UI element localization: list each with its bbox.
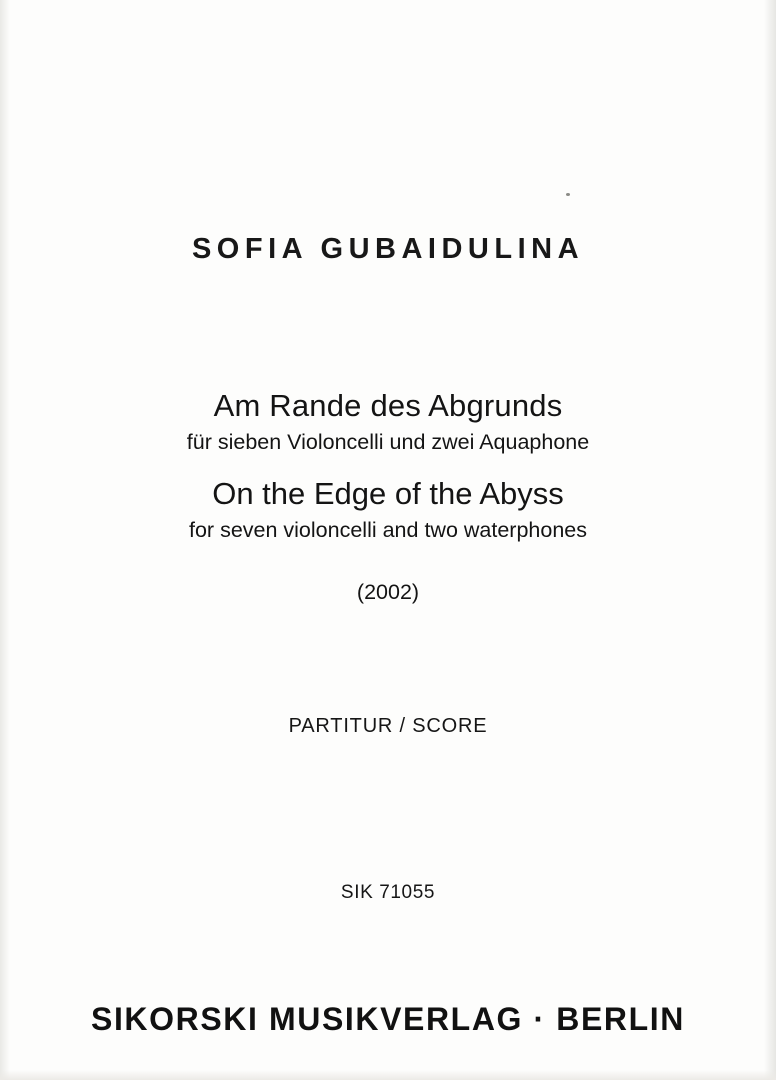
title-german: Am Rande des Abgrunds — [213, 388, 563, 423]
composer-name: SOFIA GUBAIDULINA — [191, 233, 585, 265]
composition-year: (2002) — [356, 579, 420, 604]
subtitle-english: for seven violoncelli and two waterphones — [189, 518, 587, 543]
publisher-name: SIKORSKI MUSIKVERLAG · BERLIN — [91, 1001, 685, 1037]
page-edge-shading-bottom — [0, 1070, 776, 1080]
subtitle-german: für sieben Violoncelli und zwei Aquaphone — [186, 429, 590, 454]
scan-speck — [566, 193, 570, 196]
title-block — [0, 388, 776, 605]
score-type-label: PARTITUR / SCORE — [288, 715, 488, 737]
title-english: On the Edge of the Abyss — [212, 476, 564, 512]
catalog-number: SIK 71055 — [340, 882, 436, 903]
